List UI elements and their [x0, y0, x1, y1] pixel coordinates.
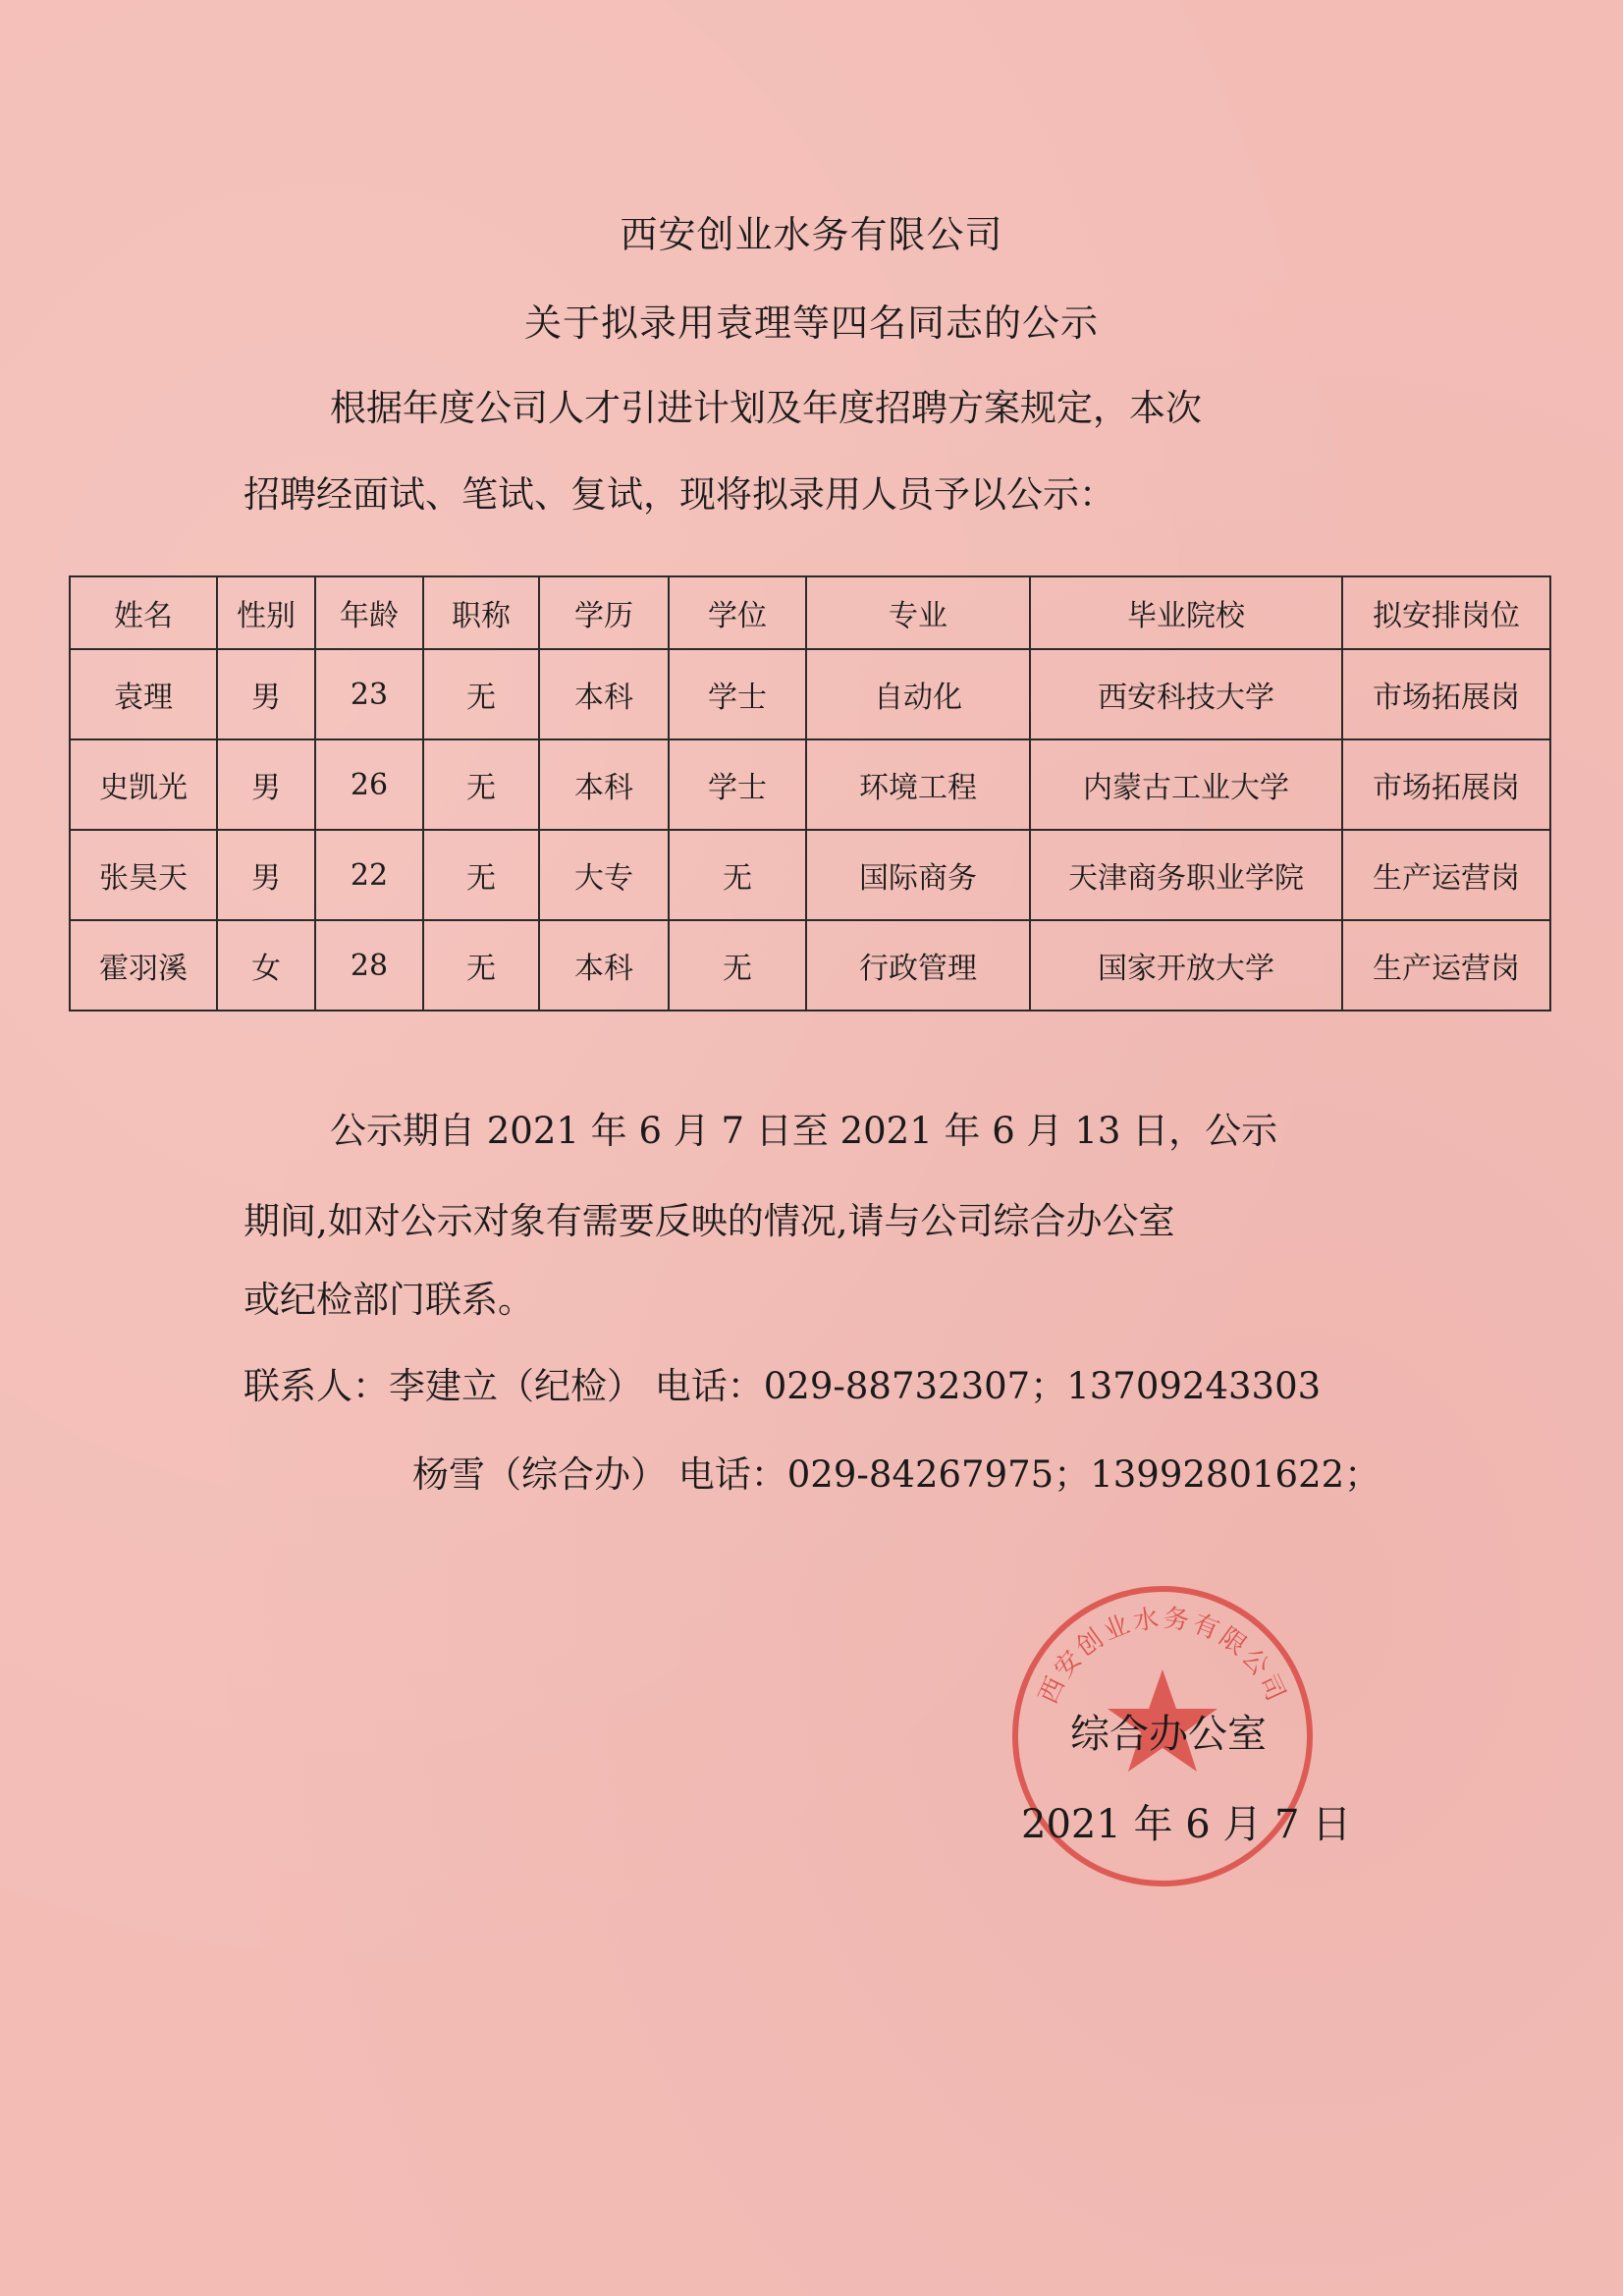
cell-gender: 女: [217, 920, 315, 1011]
cell-name: 霍羽溪: [70, 920, 217, 1011]
cell-school: 国家开放大学: [1030, 920, 1342, 1011]
period-line-2: 期间,如对公示对象有需要反映的情况,请与公司综合办公室: [243, 1200, 1175, 1242]
cell-school: 内蒙古工业大学: [1030, 739, 1342, 830]
cell-school: 西安科技大学: [1030, 649, 1342, 739]
cell-degree: 无: [669, 830, 806, 920]
cell-education: 本科: [539, 739, 669, 830]
cell-major: 自动化: [806, 649, 1030, 739]
cell-gender: 男: [217, 830, 315, 920]
cell-title: 无: [423, 920, 539, 1011]
cell-title: 无: [423, 830, 539, 920]
seal-text: 西安创业水务有限公司: [1033, 1604, 1292, 1709]
cell-education: 大专: [539, 830, 669, 920]
cell-title: 无: [423, 649, 539, 739]
table-row: [70, 649, 1550, 739]
company-title: 西安创业水务有限公司: [620, 213, 1003, 256]
cell-gender: 男: [217, 649, 315, 739]
cell-degree: 学士: [669, 649, 806, 739]
cell-age: 26: [315, 739, 423, 830]
header-degree: 学位: [669, 576, 806, 649]
period-line-3: 或纪检部门联系。: [243, 1279, 534, 1321]
cell-major: 行政管理: [806, 920, 1030, 1011]
cell-position: 生产运营岗: [1342, 830, 1550, 920]
cell-gender: 男: [217, 739, 315, 830]
cell-name: 袁理: [70, 649, 217, 739]
period-line-1: 公示期自 2021 年 6 月 7 日至 2021 年 6 月 13 日，公示: [330, 1110, 1278, 1152]
table-row: [70, 830, 1550, 920]
header-age: 年龄: [315, 576, 423, 649]
table-header-row: [70, 576, 1550, 649]
header-major: 专业: [806, 576, 1030, 649]
cell-degree: 无: [669, 920, 806, 1011]
cell-school: 天津商务职业学院: [1030, 830, 1342, 920]
header-school: 毕业院校: [1030, 576, 1342, 649]
cell-position: 市场拓展岗: [1342, 739, 1550, 830]
cell-education: 本科: [539, 920, 669, 1011]
header-name: 姓名: [70, 576, 217, 649]
candidates-table: [69, 575, 1551, 1011]
cell-title: 无: [423, 739, 539, 830]
issuer-name: 综合办公室: [1070, 1712, 1267, 1757]
intro-line-1: 根据年度公司人才引进计划及年度招聘方案规定，本次: [330, 387, 1202, 429]
header-title: 职称: [423, 576, 539, 649]
cell-name: 张昊天: [70, 830, 217, 920]
cell-position: 市场拓展岗: [1342, 649, 1550, 739]
cell-age: 28: [315, 920, 423, 1011]
contact-line-1: 联系人：李建立（纪检） 电话：029-88732307；13709243303: [243, 1365, 1322, 1407]
header-position: 拟安排岗位: [1342, 576, 1550, 649]
table-row: [70, 920, 1550, 1011]
intro-line-2: 招聘经面试、笔试、复试，现将拟录用人员予以公示：: [243, 473, 1115, 516]
cell-education: 本科: [539, 649, 669, 739]
cell-major: 国际商务: [806, 830, 1030, 920]
notice-title: 关于拟录用袁理等四名同志的公示: [523, 301, 1099, 345]
cell-age: 22: [315, 830, 423, 920]
cell-major: 环境工程: [806, 739, 1030, 830]
cell-name: 史凯光: [70, 739, 217, 830]
cell-age: 23: [315, 649, 423, 739]
contact-line-2: 杨雪（综合办） 电话：029-84267975；13992801622；: [412, 1453, 1381, 1496]
table-row: [70, 739, 1550, 830]
cell-degree: 学士: [669, 739, 806, 830]
cell-position: 生产运营岗: [1342, 920, 1550, 1011]
issue-date: 2021 年 6 月 7 日: [1021, 1802, 1352, 1847]
header-education: 学历: [539, 576, 669, 649]
header-gender: 性别: [217, 576, 315, 649]
